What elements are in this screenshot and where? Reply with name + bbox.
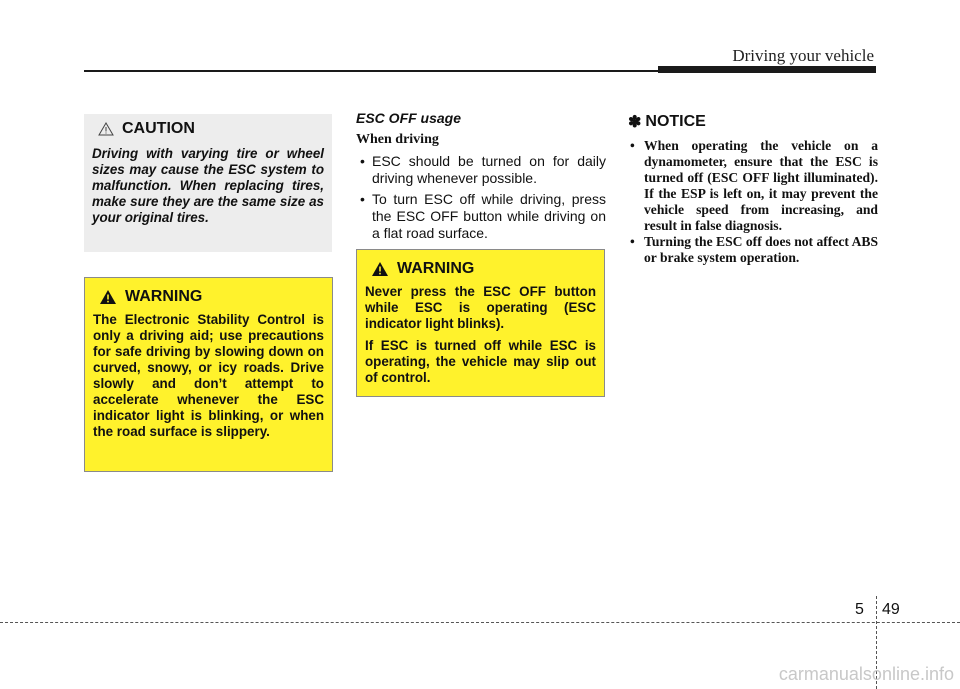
page-number: 49	[882, 601, 900, 618]
list-item: • When operating the vehicle on a dynamometer, ensure that the ESC is turned off (ESC OFF light illuminated). If the ESP is left on, it may prevent the vehicle speed from increasing, and result in false diagnosis.	[628, 138, 878, 234]
list-item: • ESC should be turned on for daily driving whenever possible.	[356, 153, 606, 187]
warning-header	[99, 288, 324, 306]
warning-triangle-icon	[99, 289, 117, 305]
chapter-number: 5	[855, 601, 864, 618]
caution-title: CAUTION	[122, 120, 195, 137]
caution-text: Driving with varying tire or wheel sizes may cause the ESC system to malfunction. When replacing tires, make sure they are the same size as your original tires.	[92, 146, 324, 225]
warning-title: WARNING	[397, 260, 475, 277]
notice-list	[628, 138, 878, 266]
watermark: carmanualsonline.info	[778, 664, 954, 684]
caution-triangle-icon	[98, 122, 114, 136]
notice-title: NOTICE	[645, 113, 706, 130]
list-item: • Turning the ESC off does not affect ABS or brake system operation.	[628, 234, 878, 266]
warning-paragraph: If ESC is turned off while ESC is operating, the vehicle may slip out of control.	[365, 338, 596, 385]
warning-paragraph: Never press the ESC OFF button while ESC is operating (ESC indicator light blinks).	[365, 284, 596, 331]
footer-rule	[0, 622, 960, 623]
section-title: Driving your vehicle	[732, 46, 874, 65]
warning-header	[371, 260, 596, 278]
caution-header	[98, 120, 324, 138]
notice-header	[628, 112, 878, 132]
esc-off-heading: ESC OFF usage	[356, 110, 462, 126]
header-tab	[658, 66, 876, 73]
caution-box	[84, 114, 332, 252]
notice-section	[628, 112, 878, 266]
warning-text: The Electronic Stability Control is only a driving aid; use precautions for safe driving by slowing down on curved, snowy, or icy roads. Drive slowly and don’t attempt to accelerate whenever the ESC indicator light is blinking, or when the road surface is slippery.	[93, 312, 324, 439]
esc-off-subheading: When driving	[356, 132, 439, 147]
warning-box-left	[84, 277, 333, 472]
warning-box-mid	[356, 249, 605, 397]
warning-text	[365, 284, 596, 386]
esc-off-list	[356, 153, 606, 242]
list-item: • To turn ESC off while driving, press the ESC OFF button while driving on a flat road surface.	[356, 191, 606, 242]
esc-off-section	[356, 110, 606, 246]
warning-triangle-icon	[371, 261, 389, 277]
notice-asterisk-icon: ✽	[628, 114, 642, 131]
warning-title: WARNING	[125, 288, 203, 305]
